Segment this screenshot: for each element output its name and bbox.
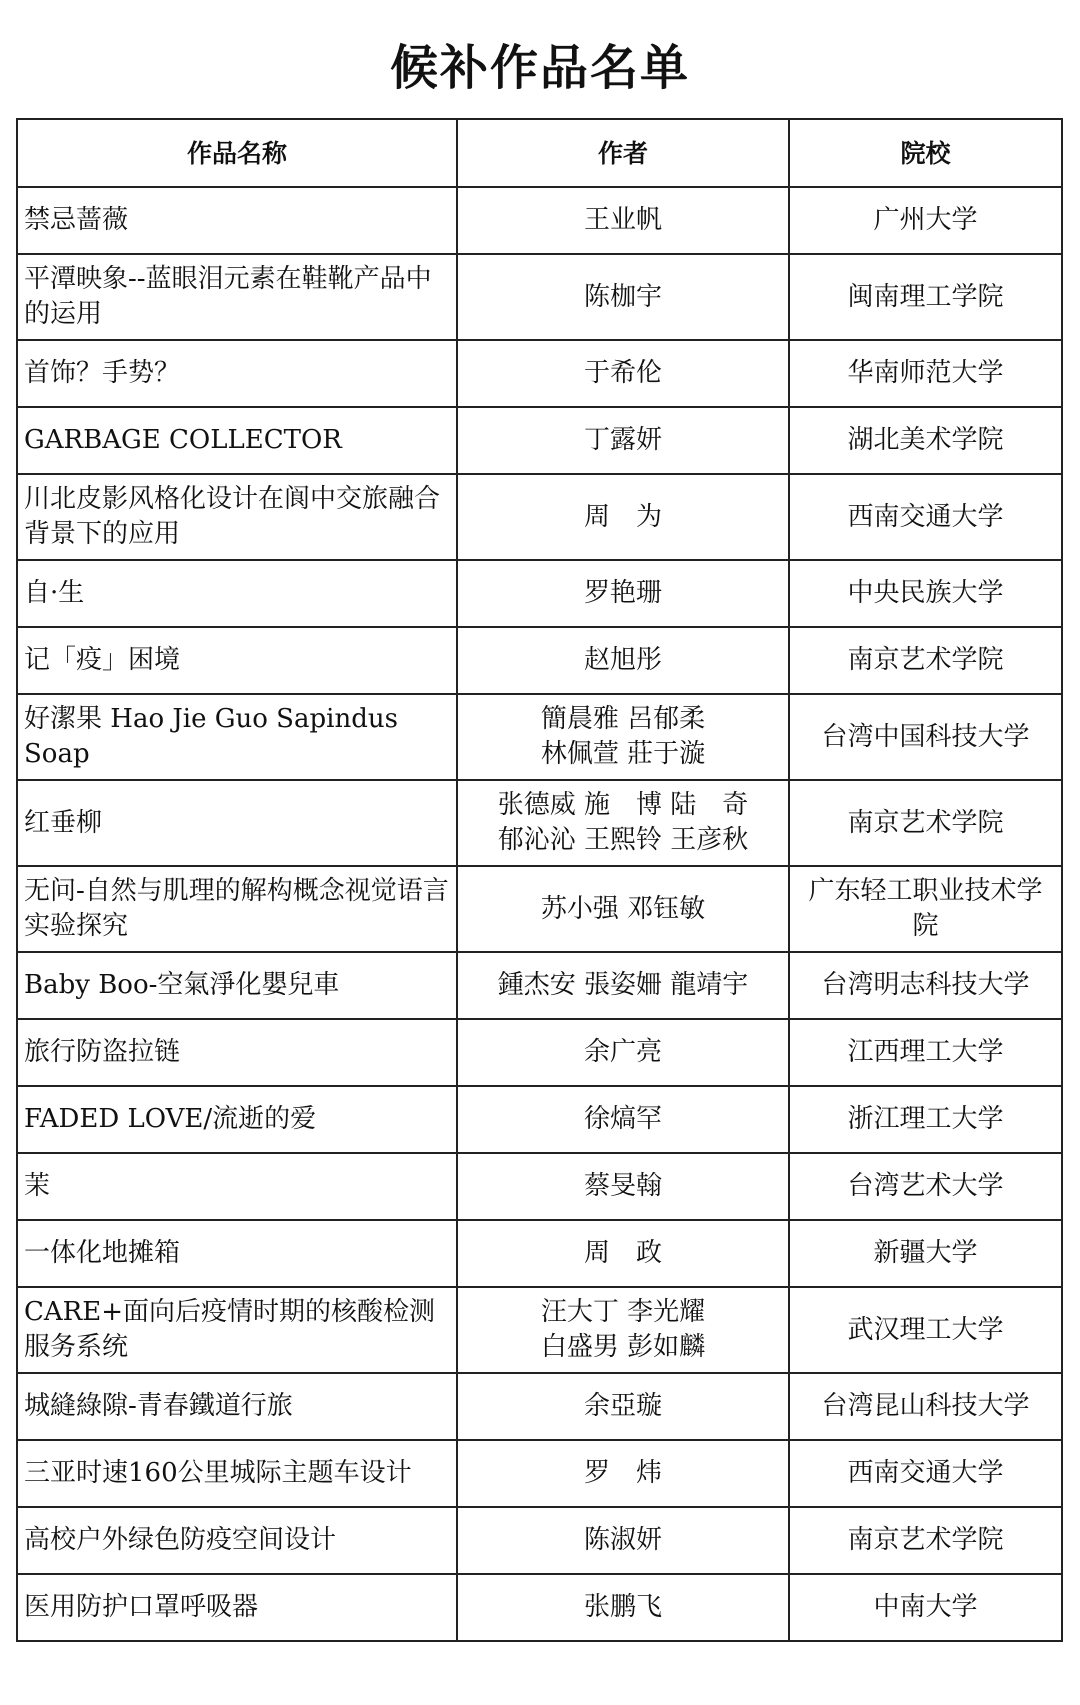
author-name: 林佩萱 莊于漩 [540,739,706,769]
author-name: 王业帆 [583,205,662,235]
author-cell [457,407,789,474]
school-name: 台湾明志科技大学 [789,952,1062,1019]
work-title: 一体化地摊箱 [17,1220,457,1287]
table-row [17,1507,1062,1574]
author-name: 罗艳珊 [583,578,662,608]
page-title: 候补作品名单 [389,40,690,96]
table-row [17,866,1062,952]
table-body [17,187,1062,1641]
school-name: 南京艺术学院 [789,780,1062,866]
table-row [17,1019,1062,1086]
author-cell [457,694,789,780]
school-name: 南京艺术学院 [789,1507,1062,1574]
author-name: 白盛男 彭如麟 [540,1332,706,1362]
author-name: 周 政 [583,1238,662,1268]
school-name: 台湾中国科技大学 [789,694,1062,780]
author-name: 周 为 [583,501,662,532]
work-title: 首饰？手势？ [17,340,457,407]
table-header-row [17,119,1062,187]
author-cell [457,254,789,340]
school-name: 闽南理工学院 [789,254,1062,340]
table-row [17,187,1062,254]
table-row [17,1153,1062,1220]
author-cell [457,1507,789,1574]
school-name: 华南师范大学 [789,340,1062,407]
author-cell [457,1220,789,1287]
table-row [17,1574,1062,1641]
work-title: 医用防护口罩呼吸器 [17,1574,457,1641]
author-cell [457,780,789,866]
author-name: 于希伦 [583,358,662,388]
author-cell [457,187,789,254]
author-name: 鍾杰安 張姿姍 龍靖宇 [497,970,749,1000]
author-name: 陈枷宇 [583,281,662,312]
table-row [17,952,1062,1019]
author-name: 张德威 施 博 陆 奇 [497,790,749,820]
work-title: 红垂柳 [17,780,457,866]
table-row [17,780,1062,866]
author-cell [457,1019,789,1086]
work-title: Baby Boo-空氣淨化嬰兒車 [17,952,457,1019]
author-cell [457,1373,789,1440]
author-cell [457,1574,789,1641]
work-title: 三亚时速160公里城际主题车设计 [17,1440,457,1507]
table-row [17,407,1062,474]
table-row [17,340,1062,407]
school-name: 广州大学 [789,187,1062,254]
school-name: 台湾昆山科技大学 [789,1373,1062,1440]
work-title: 无问-自然与肌理的解构概念视觉语言实验探究 [17,866,457,952]
author-name: 余广亮 [583,1037,662,1067]
work-title: CARE+面向后疫情时期的核酸检测服务系统 [17,1287,457,1373]
school-name: 浙江理工大学 [789,1086,1062,1153]
table-row [17,474,1062,560]
author-name: 苏小强 邓钰敏 [540,893,706,924]
author-name: 赵旭彤 [583,645,662,675]
table-row [17,1373,1062,1440]
school-name: 台湾艺术大学 [789,1153,1062,1220]
work-title: GARBAGE COLLECTOR [17,407,457,474]
candidate-works-table [16,118,1063,1642]
school-name: 江西理工大学 [789,1019,1062,1086]
work-title: 旅行防盗拉链 [17,1019,457,1086]
header-work: 作品名称 [17,119,457,187]
author-name: 丁露妍 [583,425,662,455]
author-cell [457,474,789,560]
author-cell [457,1086,789,1153]
school-name: 武汉理工大学 [789,1287,1062,1373]
author-name: 郁沁沁 王熙铃 王彦秋 [497,825,749,855]
author-name: 簡晨雅 呂郁柔 [540,704,706,734]
work-title: 禁忌蔷薇 [17,187,457,254]
author-name: 徐熇罕 [583,1104,662,1134]
school-name: 新疆大学 [789,1220,1062,1287]
author-name: 汪大丁 李光耀 [540,1297,706,1327]
author-cell [457,1440,789,1507]
header-author: 作者 [457,119,789,187]
table-row [17,560,1062,627]
header-school: 院校 [789,119,1062,187]
author-cell [457,340,789,407]
author-name: 罗 炜 [583,1458,662,1488]
work-title: 好潔果 Hao Jie Guo Sapindus Soap [17,694,457,780]
school-name: 南京艺术学院 [789,627,1062,694]
author-cell [457,952,789,1019]
author-cell [457,1287,789,1373]
school-name: 广东轻工职业技术学院 [789,866,1062,952]
author-cell [457,627,789,694]
school-name: 西南交通大学 [789,1440,1062,1507]
author-cell [457,866,789,952]
work-title: 高校户外绿色防疫空间设计 [17,1507,457,1574]
table-row [17,694,1062,780]
work-title: 川北皮影风格化设计在阆中交旅融合背景下的应用 [17,474,457,560]
table-row [17,1287,1062,1373]
author-name: 余亞璇 [583,1391,662,1421]
work-title: 城縫綠隙-青春鐵道行旅 [17,1373,457,1440]
work-title: 自·生 [17,560,457,627]
table-row [17,254,1062,340]
author-cell [457,1153,789,1220]
work-title: 记「疫」困境 [17,627,457,694]
table-row [17,1220,1062,1287]
author-name: 陈淑妍 [583,1525,662,1555]
work-title: FADED LOVE/流逝的爱 [17,1086,457,1153]
work-title: 平潭映象--蓝眼泪元素在鞋靴产品中的运用 [17,254,457,340]
author-name: 蔡旻翰 [583,1171,662,1201]
school-name: 西南交通大学 [789,474,1062,560]
school-name: 湖北美术学院 [789,407,1062,474]
table-row [17,1440,1062,1507]
table-row [17,627,1062,694]
author-name: 张鹏飞 [583,1592,662,1622]
school-name: 中南大学 [789,1574,1062,1641]
work-title: 茉 [17,1153,457,1220]
school-name: 中央民族大学 [789,560,1062,627]
author-cell [457,560,789,627]
table-row [17,1086,1062,1153]
